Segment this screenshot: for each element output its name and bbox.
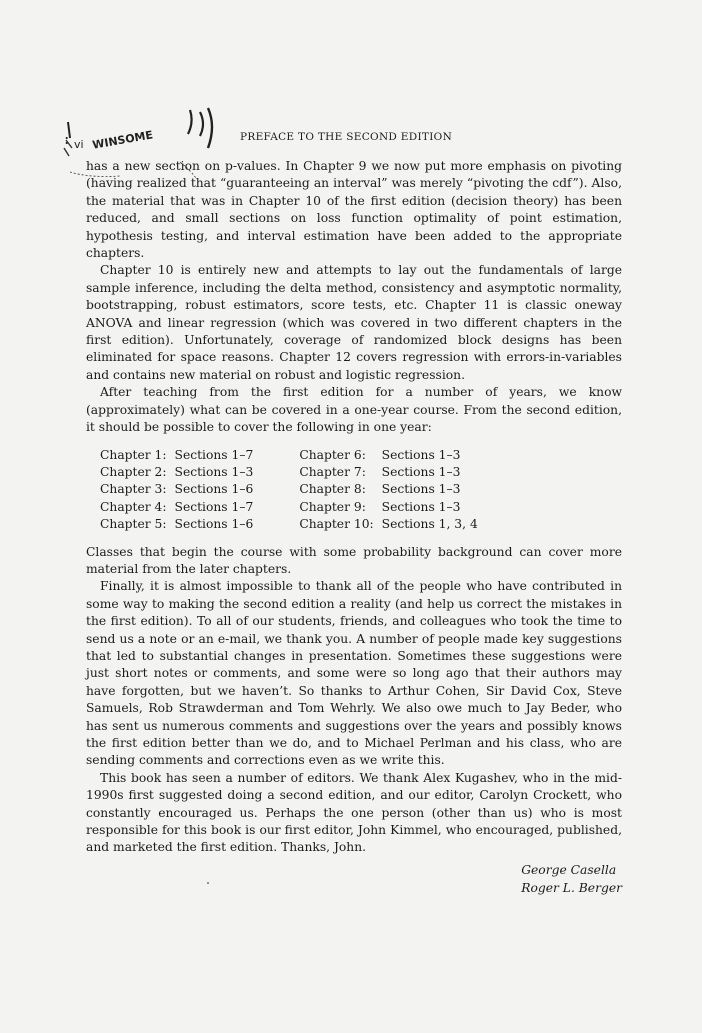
table-row <box>100 481 478 498</box>
chapter-cell: Chapter 3: <box>100 482 167 497</box>
sections-cell: Sections 1, 3, 4 <box>381 517 478 532</box>
sections-cell: Sections 1–7 <box>174 447 254 462</box>
speck <box>207 882 209 884</box>
paragraph: Chapter 10 is entirely new and attempts to lay out the fundamentals of large sample inference, including the delta method, consistency and asymptotic normality, bootstrapping, robust estimators, score tests, etc. Chapter 11 is classic oneway ANOVA and linear regression (which was covered in two different chapters in the first edition). Unfortunately, coverage of randomized block designs has been eliminated for space reasons. Chapter 12 covers regression with errors-in-variables and contains new material on robust and logistic regression. <box>86 263 622 382</box>
author-signature: George Casella <box>521 863 617 877</box>
preface-body <box>86 158 622 857</box>
chapter-cell: Chapter 4: <box>100 499 167 514</box>
table-row <box>100 516 478 533</box>
chapter-cell: Chapter 5: <box>100 517 167 532</box>
chapter-cell: Chapter 8: <box>299 482 366 497</box>
paragraph: This book has seen a number of editors. We thank Alex Kugashev, who in the mid-1990s first suggested doing a second edition, and our editor, Carolyn Crockett, who constantly encouraged us. Perhaps the one person (other than us) who is most responsible for this book is our first editor, John Kimmel, who encouraged, published, and marketed the first edition. Thanks, John. <box>86 770 622 855</box>
sections-cell: Sections 1–6 <box>174 482 254 497</box>
chapter-cell: Chapter 6: <box>299 447 366 462</box>
running-header: PREFACE TO THE SECOND EDITION <box>240 131 453 143</box>
signature-block <box>521 862 622 897</box>
sections-cell: Sections 1–6 <box>174 517 254 532</box>
svg-text:WINSOME: WINSOME <box>91 128 154 152</box>
chapter-cell: Chapter 10: <box>299 517 374 532</box>
table-row <box>100 499 478 516</box>
sections-cell: Sections 1–3 <box>381 499 461 514</box>
table-row <box>100 447 478 464</box>
sections-cell: Sections 1–3 <box>381 482 461 497</box>
sections-cell: Sections 1–7 <box>174 499 254 514</box>
course-schedule-table <box>100 447 478 534</box>
author-signature: Roger L. Berger <box>521 880 622 895</box>
paragraph: Classes that begin the course with some probability background can cover more material from the later chapters. <box>86 544 622 576</box>
paragraph: After teaching from the first edition for a number of years, we know (approximately) what can be covered in a one-year course. From the second edition, it should be possible to cover the following in one year: <box>86 385 622 435</box>
table-row <box>100 464 478 481</box>
chapter-cell: Chapter 7: <box>299 464 366 479</box>
svg-text:vi: vi <box>74 138 84 151</box>
chapter-cell: Chapter 9: <box>299 499 366 514</box>
chapter-cell: Chapter 1: <box>100 447 167 462</box>
paragraph: has a new section on p-values. In Chapter 9 we now put more emphasis on pivoting (having realized that “guaranteeing an interval” was merely “pivoting the cdf”). Also, the material that was in Chapter 10 of the first edition (decision theory) has been reduced, and small sections on loss function optimality of point estimation, hypothesis testing, and interval estimation have been added to the appropriate chapters. <box>86 159 622 261</box>
svg-text::: : <box>64 129 70 148</box>
sections-cell: Sections 1–3 <box>381 447 461 462</box>
paragraph: Finally, it is almost impossible to thank all of the people who have contributed in some way to making the second edition a reality (and help us correct the mistakes in the first edition). To all of our students, friends, and colleagues who took the time to send us a note or an e-mail, we thank you. A number of people made key suggestions that led to substantial changes in presentation. Sometimes these suggestions were just short notes or comments, and some were so long ago that their authors may have forgotten, but we haven’t. So thanks to Arthur Cohen, Sir David Cox, Steve Samuels, Rob Strawderman and Tom Wehrly. We also owe much to Jay Beder, who has sent us numerous comments and suggestions over the years and possibly knows the first edition better than we do, and to Michael Perlman and his class, who are sending comments and corrections even as we write this. <box>86 579 622 768</box>
sections-cell: Sections 1–3 <box>174 464 254 479</box>
chapter-cell: Chapter 2: <box>100 464 167 479</box>
sections-cell: Sections 1–3 <box>381 464 461 479</box>
